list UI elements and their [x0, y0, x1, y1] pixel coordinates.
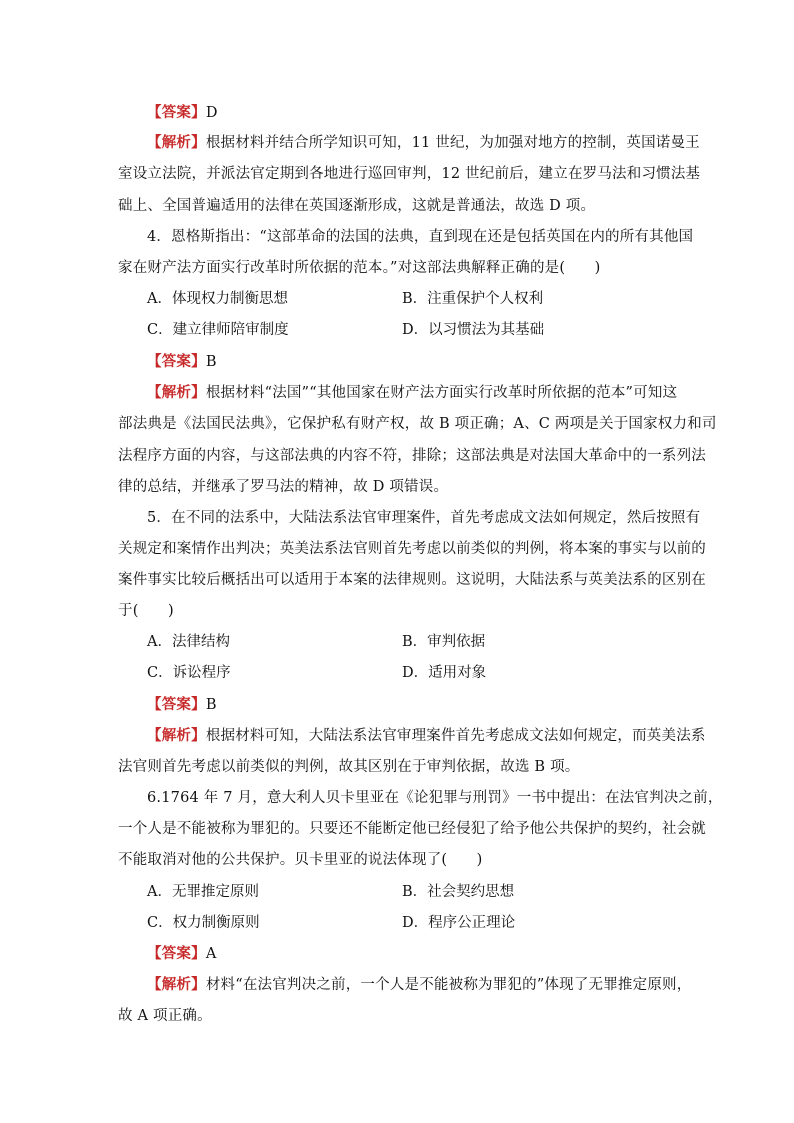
q6-analysis-line: [147, 975, 691, 995]
q4-answer: [147, 352, 217, 372]
q5-answer: [147, 695, 217, 715]
answer-tag: 【答案】: [147, 104, 206, 121]
q6-stem-line: 不能取消对他的公共保护。贝卡里亚的说法体现了( ): [118, 852, 483, 868]
q3-answer: [147, 103, 218, 123]
answer-value: B: [205, 354, 217, 370]
q4-analysis-line: [147, 383, 677, 403]
q4-analysis-line: 律的总结，并继承了罗马法的精神，故 D 项错误。: [118, 479, 449, 495]
q4-analysis-line: 法程序方面的内容，与这部法典的内容不符，排除；这部法典是对法国大革命中的一系列法: [118, 448, 706, 464]
q6-answer: [147, 944, 216, 964]
q5-option-d: D．适用对象: [402, 665, 487, 681]
q5-option-c: C．诉讼程序: [147, 665, 231, 681]
q5-option-b: B．审判依据: [402, 634, 486, 650]
answer-value: B: [205, 697, 217, 713]
q6-option-d: D．程序公正理论: [402, 915, 516, 931]
q4-analysis-line: 部法典是《法国民法典》，它保护私有财产权，故 B 项正确；A、C 两项是关于国家权力和司: [118, 416, 717, 432]
answer-value: A: [205, 946, 217, 962]
analysis-tag: 【解析】: [147, 976, 206, 993]
q4-stem-line: 家在财产法方面实行改革时所依据的范本。”对这部法典解释正确的是( ): [118, 260, 601, 276]
analysis-text: 材料“在法官判决之前，一个人是不能被称为罪犯的”体现了无罪推定原则，: [205, 977, 692, 993]
q6-option-c: C．权力制衡原则: [147, 915, 260, 931]
answer-value: D: [205, 105, 218, 121]
q3-analysis-line: [147, 133, 700, 153]
analysis-text: 根据材料并结合所学知识可知，11 世纪，为加强对地方的控制，英国诺曼王: [205, 135, 700, 151]
q6-analysis-line: 故 A 项正确。: [118, 1008, 212, 1024]
q5-stem-line: 5．在不同的法系中，大陆法系法官审理案件，首先考虑成文法如何规定，然后按照有: [147, 510, 701, 526]
q6-stem-line: 6.1764 年 7 月，意大利人贝卡里亚在《论犯罪与刑罚》一书中提出：在法官判决之前，: [147, 790, 723, 806]
q5-stem-line: 于( ): [118, 603, 174, 619]
q5-stem-line: 关规定和案情作出判决；英美法系法官则首先考虑以前类似的判例，将本案的事实与以前的: [118, 541, 706, 557]
q6-option-a: A．无罪推定原则: [147, 884, 259, 900]
q4-option-d: D．以习惯法为其基础: [402, 322, 545, 338]
q6-stem-line: 一个人是不能被称为罪犯的。只要还不能断定他已经侵犯了给予他公共保护的契约，社会就: [118, 821, 706, 837]
q5-option-a: A．法律结构: [147, 634, 230, 650]
q4-option-a: A．体现权力制衡思想: [147, 291, 288, 307]
q5-analysis-line: [147, 726, 706, 746]
q4-option-c: C．建立律师陪审制度: [147, 322, 289, 338]
q3-analysis-line: 础上、全国普遍适用的法律在英国逐渐形成，这就是普通法，故选 D 项。: [118, 198, 596, 214]
q5-analysis-line: 法官则首先考虑以前类似的判例，故其区别在于审判依据，故选 B 项。: [118, 759, 580, 775]
q6-option-b: B．社会契约思想: [402, 884, 515, 900]
q4-option-b: B．注重保护个人权利: [402, 291, 544, 307]
answer-tag: 【答案】: [147, 945, 206, 962]
analysis-text: 根据材料“法国”“其他国家在财产法方面实行改革时所依据的范本”可知这: [205, 385, 678, 401]
analysis-text: 根据材料可知，大陆法系法官审理案件首先考虑成文法如何规定，而英美法系: [205, 728, 706, 744]
analysis-tag: 【解析】: [147, 134, 206, 151]
answer-tag: 【答案】: [147, 353, 206, 370]
q5-stem-line: 案件事实比较后概括出可以适用于本案的法律规则。这说明，大陆法系与英美法系的区别在: [118, 572, 706, 588]
analysis-tag: 【解析】: [147, 727, 206, 744]
answer-tag: 【答案】: [147, 696, 206, 713]
analysis-tag: 【解析】: [147, 384, 206, 401]
q4-stem-line: 4．恩格斯指出：“这部革命的法国的法典，直到现在还是包括英国在内的所有其他国: [147, 229, 694, 245]
q3-analysis-line: 室设立法院，并派法官定期到各地进行巡回审判，12 世纪前后，建立在罗马法和习惯法基: [118, 166, 701, 182]
